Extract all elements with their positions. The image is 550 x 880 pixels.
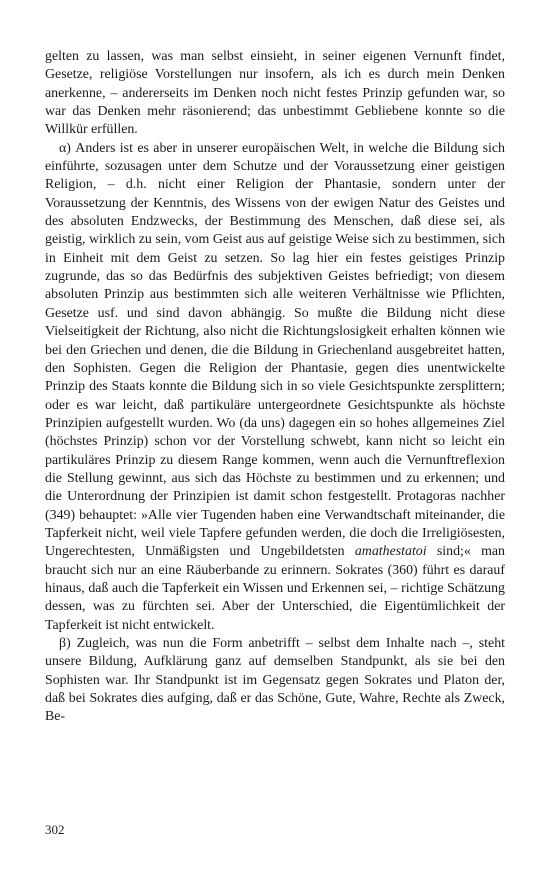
paragraph-2-text-b: sind;« man braucht sich nur an eine Räuberbande zu erinnern. Sokrates (360) führt es darauf hinaus, daß auch die Tapferkeit ein Wissen und Erkennen sei, – richtige Schätzung dessen, was zu fürchten sei. Aber der Unterschied, die Eigentümlichkeit der Tapferkeit ist nicht entwickelt. (45, 544, 505, 633)
greek-term-amathestatoi: amathestatoi (354, 544, 427, 560)
paragraph-3-text: β) Zugleich, was nun die Form anbetrifft – selbst dem Inhalte nach –, steht unsere Bildung, Aufklärung ganz auf demselben Standpunkt, als sie bei den Sophisten war. Ihr Standpunkt ist im Gegensatz gegen Sokrates und Platon der, daß bei Sokrates dies aufging, daß er das Schöne, Gute, Wahre, Rechte als Zweck, Be- (45, 636, 505, 725)
paragraph-3-beta (45, 635, 505, 727)
page-body (45, 48, 505, 727)
page-number: 302 (45, 822, 65, 837)
paragraph-2-alpha (45, 140, 505, 635)
paragraph-1-text: gelten zu lassen, was man selbst einsieht, in seiner eigenen Vernunft findet, Gesetze, religiöse Vorstellungen nur insofern, als ich es durch mein Denken anerkenne, – andererseits im Denken noch nicht festes Prinzip gefunden war, so war das Denken mehr räsonierend; das unbestimmt Gebliebene konnte so die Willkür erfüllen. (45, 49, 505, 138)
paragraph-1 (45, 48, 505, 140)
paragraph-2-text-a: α) Anders ist es aber in unserer europäischen Welt, in welche die Bildung sich einführte, sozusagen unter dem Schutze und der Voraussetzung einer geistigen Religion, – d.h. nicht einer Religion der Phantasie, sondern unter der Voraussetzung der Kenntnis, des Wissens von der ewigen Natur des Geistes und des absoluten Endzwecks, der Bestimmung des Menschen, daß diese sei, als geistig, wirklich zu sein, vom Geist aus auf geistige Weise sich zu bestimmen, sich in Einheit mit dem Geist zu setzen. So lag hier ein festes geistiges Prinzip zugrunde, das so das Bedürfnis des subjektiven Geistes befriedigt; von diesem absoluten Prinzip aus bestimmten sich alle weiteren Verhältnisse wie Pflichten, Gesetze usf. und sind davon abhängig. So mußte die Bildung nicht diese Vielseitigkeit der Richtung, also nicht die Richtungslosigkeit erhalten können wie bei den Griechen und denen, die die Bildung in Griechenland ausgebreitet hatten, den Sophisten. Gegen die Religion der Phantasie, gegen dies unentwickelte Prinzip des Staats konnte die Bildung sich in so viele Gesichtspunkte zersplittern; oder es war leicht, daß partikuläre untergeordnete Gesichtspunkte als höchste Prinzipien aufgestellt wurden. Wo (da uns) dagegen ein so hohes allgemeines Ziel (höchstes Prinzip) schon vor der Vorstellung schwebt, kann nicht so leicht ein partikuläres Prinzip zu diesem Range kommen, wenn auch die Vernunftreflexion die Stellung gewinnt, aus sich das Höchste zu bestimmen und zu erkennen; und die Unterordnung der Prinzipien ist damit schon festgestellt. Protagoras nachher (349) behauptet: »Alle vier Tugenden haben eine Verwandtschaft miteinander, die Tapferkeit nicht, weil viele Tapfere gefunden werden, die doch die Irreligiösesten, Ungerechtesten, Unmäßigsten und Ungebildetsten (45, 140, 506, 560)
